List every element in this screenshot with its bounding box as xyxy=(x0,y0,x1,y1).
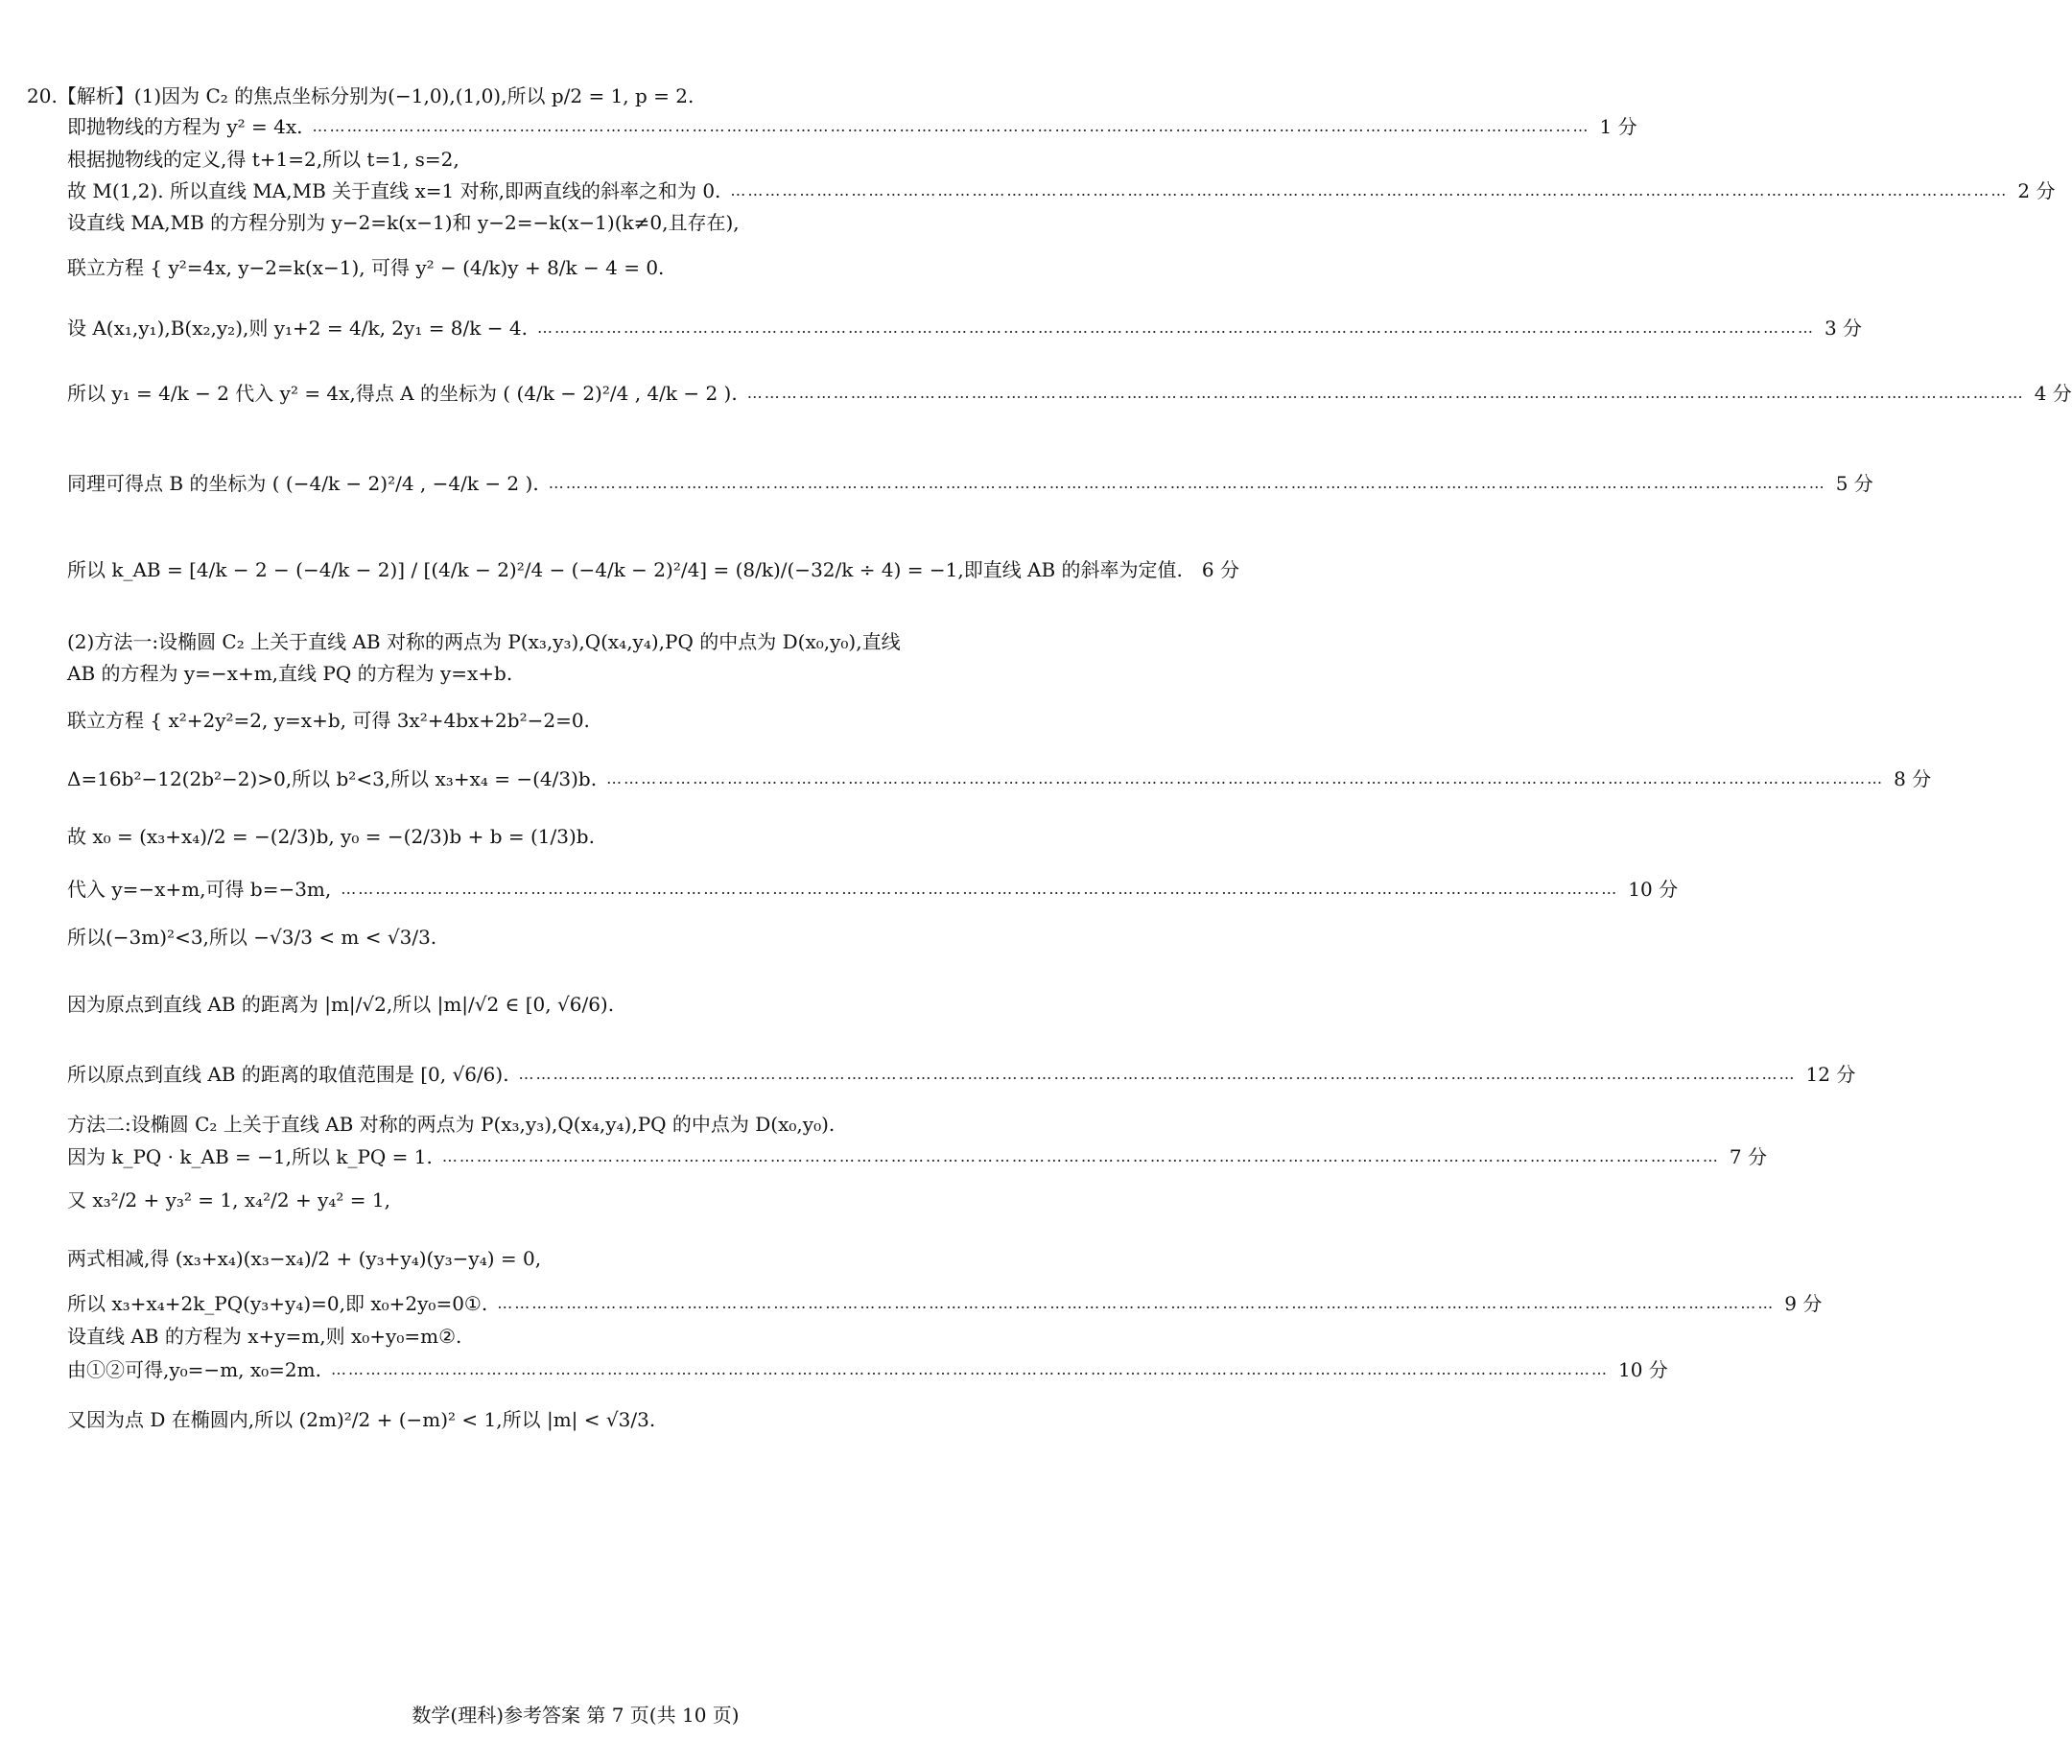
solution-line: 设直线 MA,MB 的方程分别为 y−2=k(x−1)和 y−2=−k(x−1)(k≠0,且存在), xyxy=(67,211,740,234)
score-mark: 12 分 xyxy=(1805,1063,1856,1086)
solution-line: 代入 y=−x+m,可得 b=−3m, …………………………………………………………………………………………………………………………………………………………………………………………………… 10 分 xyxy=(67,876,1113,903)
score-mark: 3 分 xyxy=(1824,317,1863,340)
dot-leader xyxy=(730,177,2008,204)
score-mark: 1 分 xyxy=(1599,115,1637,138)
solution-line: Δ=16b²−12(2b²−2)>0,所以 b²<3,所以 x₃+x₄ = −(4/3)b. …………………………………………………………………………………………………………………………………………………………………………………………………… 8 分 xyxy=(67,765,1113,792)
dot-leader xyxy=(537,315,1815,341)
solution-line: (2)方法一:设椭圆 C₂ 上关于直线 AB 对称的两点为 P(x₃,y₃),Q(x₄,y₄),PQ 的中点为 D(x₀,y₀),直线 xyxy=(67,630,901,653)
solution-line: 所以 k_AB = [4/k − 2 − (−4/k − 2)] / [(4/k − 2)²/4 − (−4/k − 2)²/4] = (8/k)/(−32/k ÷ 4) = −1,即直线 AB 的斜率为定值. 6 分 xyxy=(67,558,1239,581)
dot-leader xyxy=(549,470,1826,497)
solution-line: 设 A(x₁,y₁),B(x₂,y₂),则 y₁+2 = 4/k, 2y₁ = 8/k − 4. …………………………………………………………………………………………………………………………………………………………………………………………………… 3 分 xyxy=(67,315,1113,341)
score-mark: 8 分 xyxy=(1894,767,1932,790)
solution-line: 联立方程 { x²+2y²=2, y=x+b, 可得 3x²+4bx+2b²−2=0. xyxy=(67,709,590,732)
dot-leader xyxy=(497,1290,1775,1317)
solution-line: 设直线 AB 的方程为 x+y=m,则 x₀+y₀=m②. xyxy=(67,1325,462,1348)
solution-line: 所以原点到直线 AB 的距离的取值范围是 [0, √6/6). …………………………………………………………………………………………………………………………………………………………………………………………………… 12 分 xyxy=(67,1061,1113,1088)
dot-leader xyxy=(606,765,1884,792)
solution-line: 因为原点到直线 AB 的距离为 |m|/√2,所以 |m|/√2 ∈ [0, √6/6). xyxy=(67,993,615,1016)
solution-line: 根据抛物线的定义,得 t+1=2,所以 t=1, s=2, xyxy=(67,148,459,171)
solution-line: 又 x₃²/2 + y₃² = 1, x₄²/2 + y₄² = 1, xyxy=(67,1188,390,1211)
dot-leader xyxy=(442,1143,1720,1170)
dot-leader xyxy=(341,876,1618,903)
score-mark: 6 分 xyxy=(1201,558,1239,581)
solution-line: 因为 k_PQ · k_AB = −1,所以 k_PQ = 1. …………………………………………………………………………………………………………………………………………………………………………………………………… 7 分 xyxy=(67,1143,1113,1170)
dot-leader xyxy=(331,1356,1609,1383)
solution-line: 由①②可得,y₀=−m, x₀=2m. …………………………………………………………………………………………………………………………………………………………………………………………………… 10 分 xyxy=(67,1356,1113,1383)
solution-line: 20.【解析】(1)因为 C₂ 的焦点坐标分别为(−1,0),(1,0),所以 p/2 = 1, p = 2. xyxy=(27,84,695,107)
score-mark: 9 分 xyxy=(1784,1292,1823,1315)
solution-line: 又因为点 D 在椭圆内,所以 (2m)²/2 + (−m)² < 1,所以 |m| < √3/3. xyxy=(67,1408,656,1431)
score-mark: 4 分 xyxy=(2034,382,2072,405)
score-mark: 10 分 xyxy=(1617,1358,1668,1381)
dot-leader xyxy=(313,113,1590,140)
solution-line: 故 x₀ = (x₃+x₄)/2 = −(2/3)b, y₀ = −(2/3)b + b = (1/3)b. xyxy=(67,825,595,848)
solution-line: 联立方程 { y²=4x, y−2=k(x−1), 可得 y² − (4/k)y + 8/k − 4 = 0. xyxy=(67,256,665,279)
score-mark: 10 分 xyxy=(1628,878,1679,901)
score-mark: 5 分 xyxy=(1835,472,1873,495)
solution-line: 即抛物线的方程为 y² = 4x. …………………………………………………………………………………………………………………………………………………………………………………………………… 1 分 xyxy=(67,113,1113,140)
solution-line: 方法二:设椭圆 C₂ 上关于直线 AB 对称的两点为 P(x₃,y₃),Q(x₄,y₄),PQ 的中点为 D(x₀,y₀). xyxy=(67,1113,836,1136)
solution-line: 两式相减,得 (x₃+x₄)(x₃−x₄)/2 + (y₃+y₄)(y₃−y₄) = 0, xyxy=(67,1247,542,1270)
solution-line: 所以(−3m)²<3,所以 −√3/3 < m < √3/3. xyxy=(67,926,437,949)
dot-leader xyxy=(747,380,2025,407)
score-mark: 2 分 xyxy=(2017,179,2056,202)
solution-line: 所以 x₃+x₄+2k_PQ(y₃+y₄)=0,即 x₀+2y₀=0①. …………………………………………………………………………………………………………………………………………………………………………………………………… 9 分 xyxy=(67,1290,1113,1317)
score-mark: 7 分 xyxy=(1729,1145,1767,1168)
solution-line: 故 M(1,2). 所以直线 MA,MB 关于直线 x=1 对称,即两直线的斜率之和为 0. …………………………………………………………………………………………………………………………………………………………………………………………………… 2 分 xyxy=(67,177,1113,204)
page-footer: 数学(理科)参考答案 第 7 页(共 10 页) xyxy=(412,1704,740,1727)
solution-line: AB 的方程为 y=−x+m,直线 PQ 的方程为 y=x+b. xyxy=(67,662,513,685)
solution-line: 同理可得点 B 的坐标为 ( (−4/k − 2)²/4 , −4/k − 2 ). …………………………………………………………………………………………………………………………………………………………………………………………………… 5 分 xyxy=(67,470,1113,497)
dot-leader xyxy=(519,1061,1797,1088)
solution-line: 所以 y₁ = 4/k − 2 代入 y² = 4x,得点 A 的坐标为 ( (4/k − 2)²/4 , 4/k − 2 ). …………………………………………………………………………………………………………………………………………………………………………………………………… 4 分 xyxy=(67,380,1113,407)
